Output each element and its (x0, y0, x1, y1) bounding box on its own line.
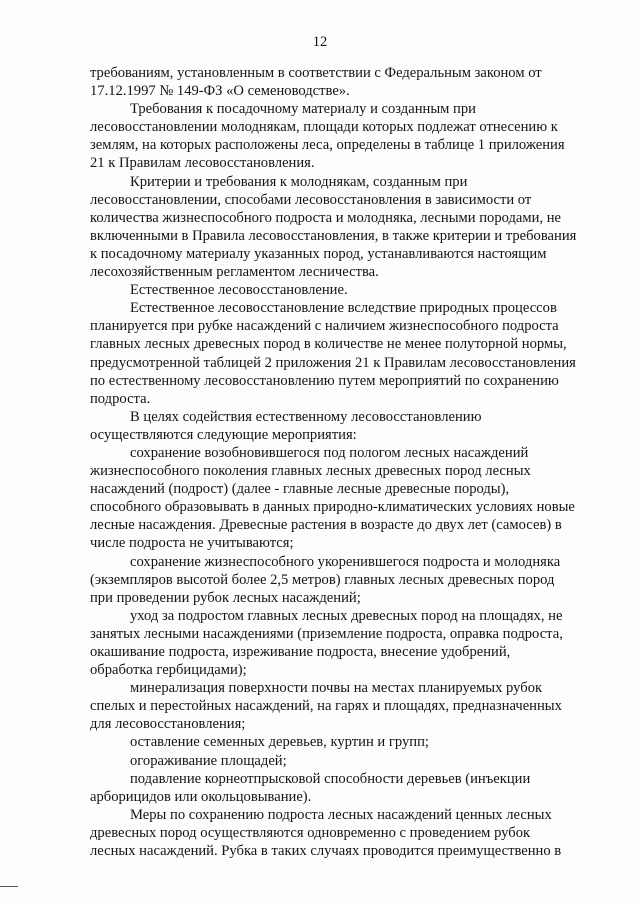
paragraph-planting-material: Требования к посадочному материалу и созданным при лесовосстановлении молоднякам, площади которых подлежат отнесению к землям, на которых расположены леса, определены в таблице 1 приложения 21 к Правилам лесовосстановления. (90, 101, 565, 172)
page-number: 12 (312, 34, 328, 50)
list-item-fencing: огораживание площадей; (130, 752, 287, 769)
scan-edge-mark (0, 886, 18, 887)
section-heading-natural-reforestation: Естественное лесовосстановление. (130, 282, 348, 299)
list-item-seed-trees: оставление семенных деревьев, куртин и групп; (130, 734, 429, 751)
paragraph-conservation-measures: Меры по сохранению подроста лесных насаждений ценных лесных древесных пород осуществляются одновременно с проведением рубок лесных насаждений. Рубка в таких случаях проводится преимущественно в (90, 806, 562, 860)
paragraph-continuation: требованиям, установленным в соответствии с Федеральным законом от 17.12.1997 № 149-ФЗ «О семеноводстве». (90, 65, 542, 100)
list-item-preservation-undergrowth: сохранение возобновившегося под пологом лесных насаждений жизнеспособного поколения главных лесных древесных пород лесных насаждений (подрост) (далее - главные лесные древесные породы), способного образовывать в данных природно-климатических условиях новые лесные насаждения. Древесные растения в возрасте до двух лет (самосев) в числе подроста не учитываются; (90, 444, 575, 552)
paragraph-natural-reforestation: Естественное лесовосстановление вследствие природных процессов планируется при рубке насаждений с наличием жизнеспособного подроста главных лесных древесных пород в количестве не менее полуторной нормы, предусмотренной таблицей 2 приложения 21 к Правилам лесовосстановления по естественному лесовосстановлению путем мероприятий по сохранению подроста. (90, 300, 576, 407)
document-body (90, 64, 593, 860)
list-item-undergrowth-care: уход за подростом главных лесных древесных пород на площадях, не занятых лесными насаждениями (приземление подроста, оправка подроста, окашивание подроста, изреживание подроста, внесение удобрений, обработка гербицидами); (90, 607, 563, 679)
list-item-soil-mineralization: минерализация поверхности почвы на местах планируемых рубок спелых и перестойных насаждений, на гарях и площадях, предназначенных для лесовосстановления; (90, 680, 562, 733)
paragraph-criteria: Критерии и требования к молоднякам, созданным при лесовосстановлении, способами лесовосстановления в зависимости от количества жизнеспособного подроста и молодняка, лесными породами, не включенными в Правила лесовосстановления, в также критерии и требования к посадочному материалу указанных пород, устанавливаются настоящим лесохозяйственным регламентом лесничества. (90, 173, 577, 281)
paragraph-measures-intro: В целях содействия естественному лесовосстановлению осуществляются следующие мероприятия: (90, 408, 482, 443)
list-item-preservation-young-growth: сохранение жизнеспособного укоренившегося подроста и молодняка (экземпляров высотой более 2,5 метров) главных лесных древесных пород при проведении рубок лесных насаждений; (90, 553, 561, 606)
list-item-suppression: подавление корнеотпрысковой способности деревьев (инъекции арборицидов или окольцовывание). (90, 770, 531, 805)
